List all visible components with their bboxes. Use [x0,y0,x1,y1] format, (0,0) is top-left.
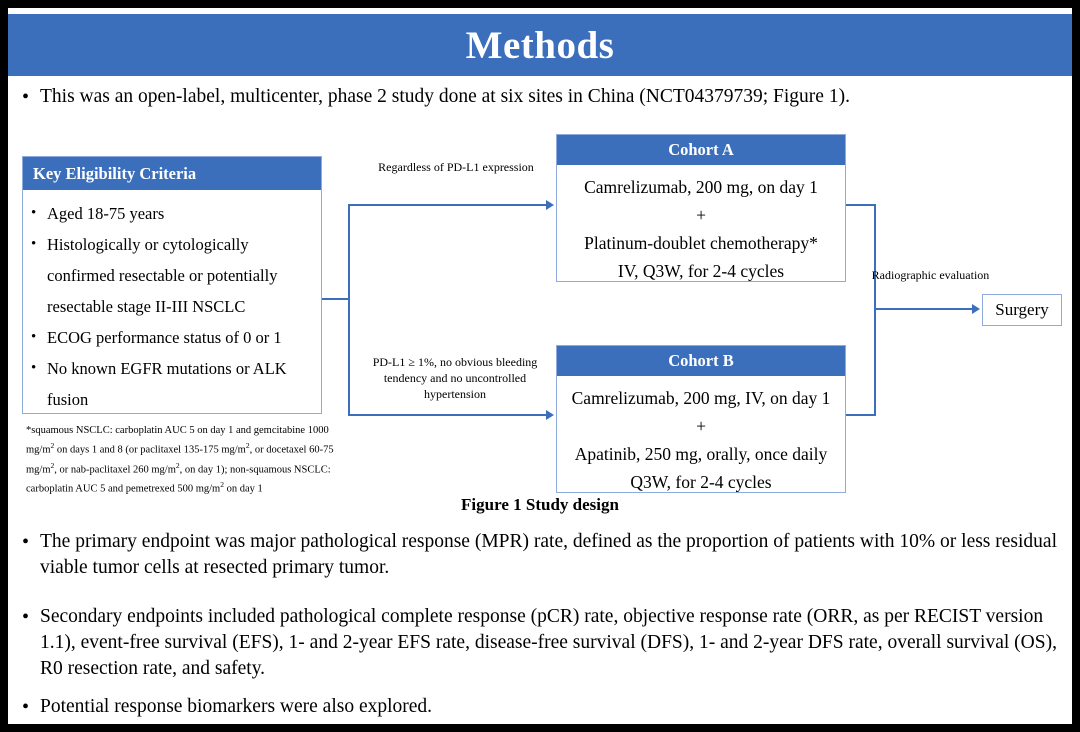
study-design-figure [8,126,1072,514]
connector-line [348,204,350,300]
list-item-label: Histologically or cytologically confirmed resectable or potentially resectable stage II-III NSCLC [47,235,278,316]
bullet-marker: • [22,696,30,718]
bullet-intro [22,84,1062,110]
cohort-a-line-2: + [696,205,706,225]
connector-line [348,298,350,416]
bullet-secondary-endpoints [22,604,1062,682]
cohort-b-line-1: Camrelizumab, 200 mg, IV, on day 1 [571,388,831,408]
bullet-biomarkers [22,694,1062,720]
slide-title-bar [8,14,1072,76]
annotation-radiographic-evaluation: Radiographic evaluation [871,268,990,282]
cohort-b-box [556,345,846,493]
eligibility-criteria-box [22,156,322,414]
cohort-b-header: Cohort B [557,346,845,376]
cohort-a-line-3: Platinum-doublet chemotherapy* [584,233,818,253]
bullet-secondary-text: Secondary endpoints included pathological complete response (pCR) rate, objective response rate (ORR, as per RECIST version 1.1), event-free survival (EFS), 1- and 2-year EFS rate, disease-free survival (DFS), 1- and 2-year DFS rate, overall survival (OS), R0 resection rate, and safety. [40,606,1057,679]
slide [8,8,1072,724]
connector-line [874,308,978,310]
figure-footnote: *squamous NSCLC: carboplatin AUC 5 on day 1 and gemcitabine 1000 $mg/m^2$ on days 1 and 8 (or paclitaxel 135-175 $mg/m^2$, or docetaxel 60-75 $mg/m^2$, or nab-paclitaxel 260 $mg/m^2$, on day 1); non-squamous NSCLC: carboplatin AUC 5 and pemetrexed 500 $mg/m^2$ on day 1 [26,425,334,495]
connector-arrow-icon [972,304,980,314]
list-item-label: ECOG performance status of 0 or 1 [47,328,282,347]
bullet-marker: • [31,329,37,345]
bullet-marker: • [22,86,30,108]
connector-arrow-icon [546,200,554,210]
bullet-biomarker-text: Potential response biomarkers were also explored. [40,696,433,717]
list-item [31,322,315,353]
list-item-label: No known EGFR mutations or ALK fusion [47,359,287,409]
cohort-b-line-2: + [696,416,706,436]
bullet-marker: • [31,360,37,376]
list-item-label: Aged 18-75 years [47,204,165,223]
list-item [31,353,315,415]
annotation-regardless-pdl1: Regardless of PD-L1 expression [378,160,534,174]
bullet-primary-text: The primary endpoint was major pathological response (MPR) rate, defined as the proportion of patients with 10% or less residual viable tumor cells at resected primary tumor. [40,531,1057,578]
list-item [31,198,315,229]
list-item [31,229,315,322]
cohort-a-line-1: Camrelizumab, 200 mg, on day 1 [584,177,818,197]
eligibility-list [23,190,321,415]
cohort-b-line-4: Q3W, for 2-4 cycles [630,472,772,492]
cohort-b-line-3: Apatinib, 250 mg, orally, once daily [574,444,828,464]
cohort-a-header: Cohort A [557,135,845,165]
bullet-marker: • [31,205,37,221]
connector-line [322,298,350,300]
bullet-intro-text: This was an open-label, multicenter, phase 2 study done at six sites in China (NCT04379739; Figure 1). [40,86,850,107]
eligibility-header: Key Eligibility Criteria [23,157,321,190]
cohort-a-line-4: IV, Q3W, for 2-4 cycles [617,261,785,281]
bullet-marker: • [22,606,30,628]
bullet-primary-endpoint [22,529,1062,581]
connector-arrow-icon [546,410,554,420]
cohort-a-box [556,134,846,282]
connector-line [348,204,548,206]
bullet-marker: • [22,531,30,553]
connector-line [846,204,876,206]
connector-line [846,414,876,416]
page-title: Methods [465,23,615,67]
cohort-a-body [557,165,845,285]
annotation-pdl1-criteria: PD-L1 ≥ 1%, no obvious bleeding tendency and no uncontrolled hypertension [372,355,538,401]
connector-line [348,414,548,416]
surgery-box: Surgery [982,294,1062,326]
figure-caption: Figure 1 Study design [461,495,619,514]
bullet-marker: • [31,236,37,252]
cohort-b-body [557,376,845,496]
